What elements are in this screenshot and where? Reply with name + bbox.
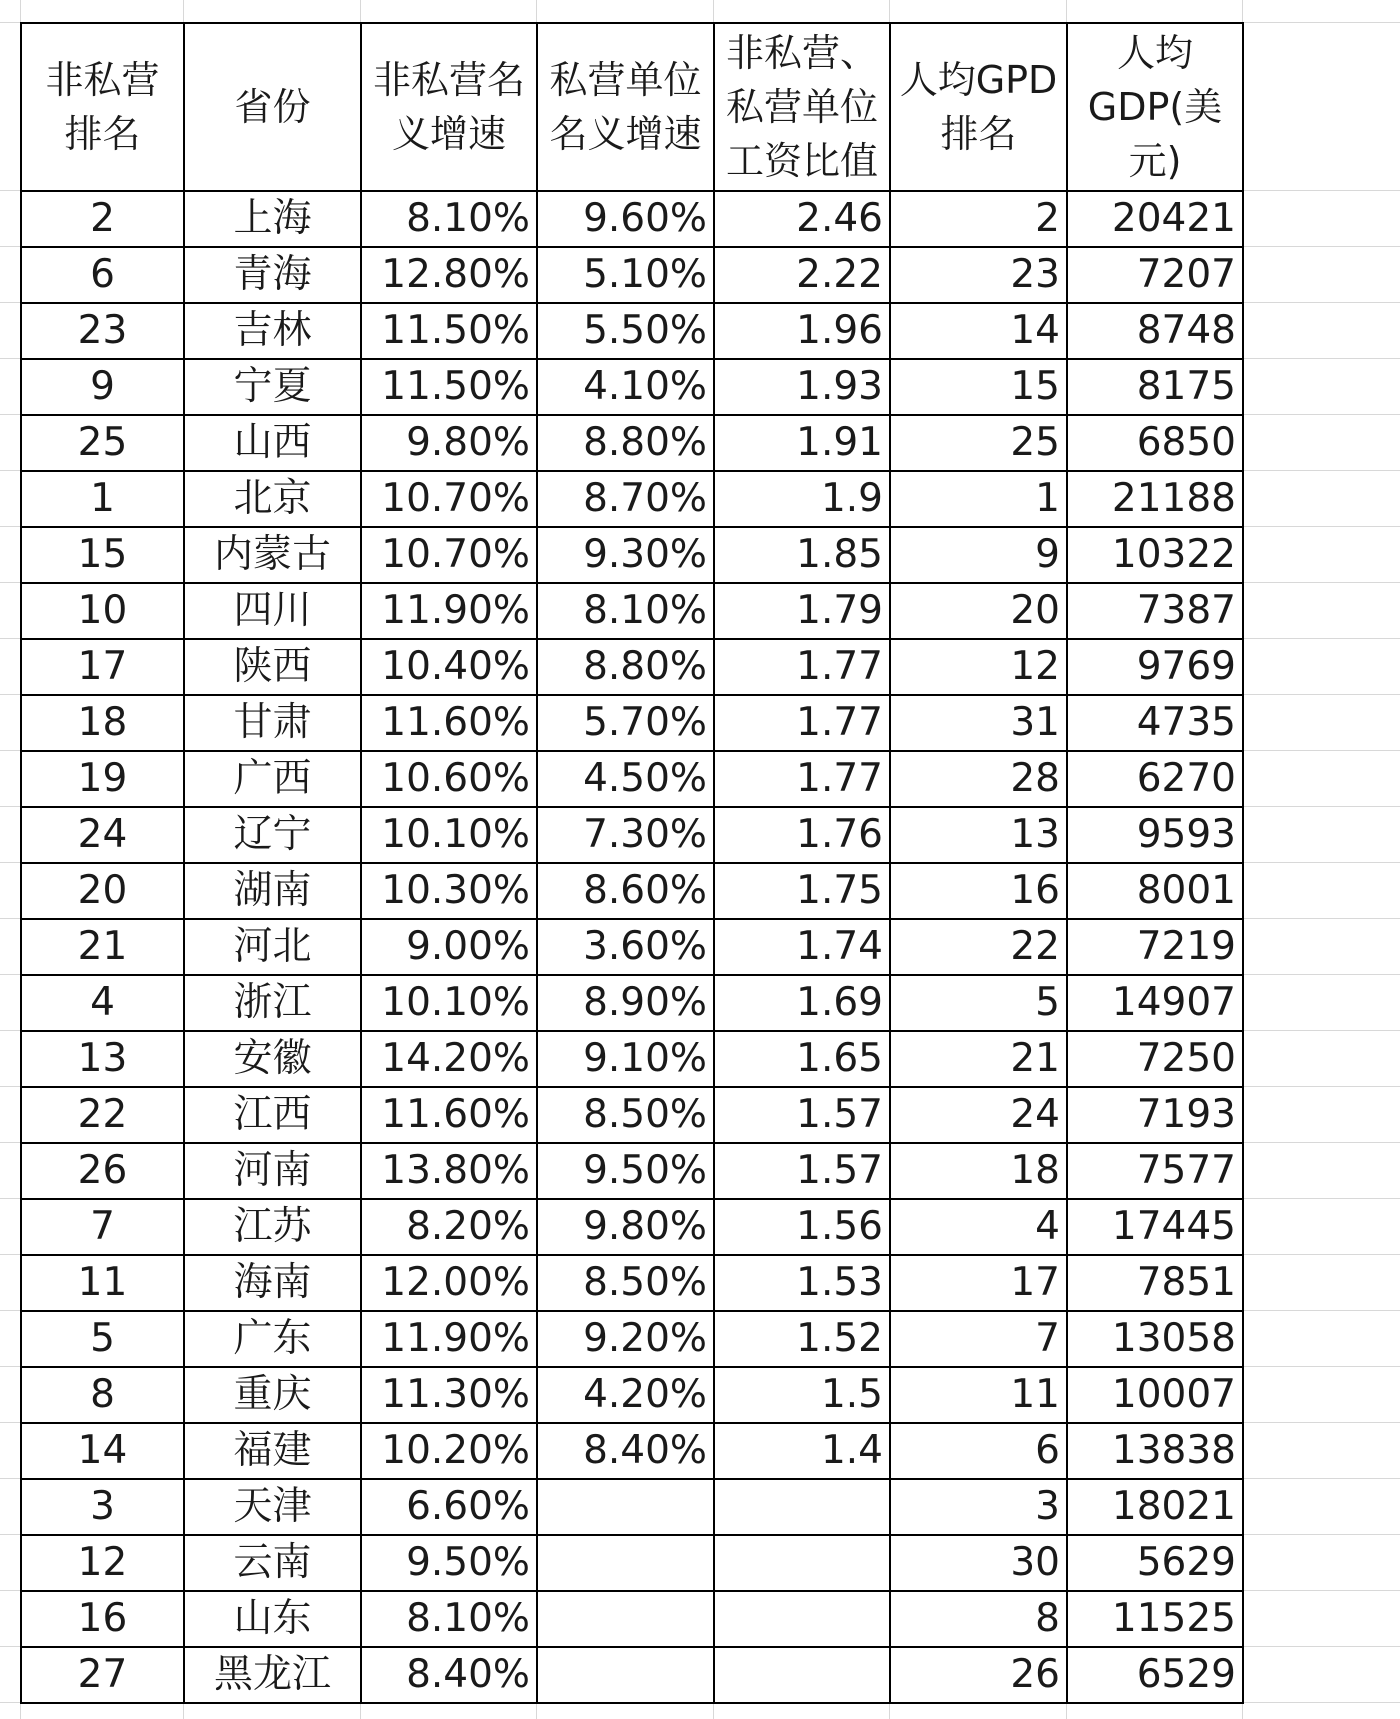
private-growth-cell[interactable]: 9.30% [537, 527, 714, 583]
table-row [21, 695, 1243, 751]
gdp-per-capita-cell[interactable]: 9769 [1067, 639, 1243, 695]
gdp-rank-cell[interactable]: 1 [890, 471, 1067, 527]
rank-nonprivate-cell[interactable]: 3 [21, 1479, 184, 1535]
table-row [21, 1255, 1243, 1311]
private-growth-cell[interactable]: 4.20% [537, 1367, 714, 1423]
rank-nonprivate-cell[interactable]: 19 [21, 751, 184, 807]
gdp-rank-cell[interactable]: 30 [890, 1535, 1067, 1591]
private-growth-cell[interactable]: 8.60% [537, 863, 714, 919]
gdp-rank-cell[interactable]: 25 [890, 415, 1067, 471]
table-row [21, 919, 1243, 975]
table-row [21, 303, 1243, 359]
gdp-per-capita-cell[interactable]: 17445 [1067, 1199, 1243, 1255]
gdp-per-capita-cell[interactable]: 6529 [1067, 1647, 1243, 1703]
province-cell[interactable]: 重庆 [184, 1367, 361, 1423]
gdp-per-capita-cell[interactable]: 13838 [1067, 1423, 1243, 1479]
nonprivate-growth-cell[interactable]: 10.60% [361, 751, 537, 807]
wage-ratio-cell[interactable]: 1.52 [714, 1311, 890, 1367]
rank-nonprivate-cell[interactable]: 16 [21, 1591, 184, 1647]
private-growth-cell[interactable]: 9.10% [537, 1031, 714, 1087]
province-cell[interactable]: 甘肃 [184, 695, 361, 751]
nonprivate-growth-cell[interactable]: 10.70% [361, 527, 537, 583]
table-row [21, 1535, 1243, 1591]
gdp-rank-cell[interactable]: 3 [890, 1479, 1067, 1535]
wage-ratio-cell[interactable]: 1.85 [714, 527, 890, 583]
rank-nonprivate-cell[interactable]: 11 [21, 1255, 184, 1311]
province-cell[interactable]: 内蒙古 [184, 527, 361, 583]
rank-nonprivate-cell[interactable]: 20 [21, 863, 184, 919]
nonprivate-growth-cell[interactable]: 9.00% [361, 919, 537, 975]
private-growth-cell[interactable]: 5.10% [537, 247, 714, 303]
nonprivate-growth-cell[interactable]: 9.80% [361, 415, 537, 471]
gdp-rank-cell[interactable]: 16 [890, 863, 1067, 919]
gdp-per-capita-cell[interactable]: 21188 [1067, 471, 1243, 527]
nonprivate-growth-cell[interactable]: 14.20% [361, 1031, 537, 1087]
gdp-per-capita-cell[interactable]: 7193 [1067, 1087, 1243, 1143]
nonprivate-growth-cell[interactable]: 11.60% [361, 1087, 537, 1143]
province-cell[interactable]: 江苏 [184, 1199, 361, 1255]
nonprivate-growth-cell[interactable]: 10.10% [361, 807, 537, 863]
rank-nonprivate-cell[interactable]: 25 [21, 415, 184, 471]
wage-ratio-cell[interactable]: 1.4 [714, 1423, 890, 1479]
header-cell[interactable]: 私营单位名义增速 [537, 23, 714, 191]
table-row [21, 247, 1243, 303]
private-growth-cell[interactable]: 9.80% [537, 1199, 714, 1255]
table-row [21, 191, 1243, 247]
gdp-per-capita-cell[interactable]: 7851 [1067, 1255, 1243, 1311]
gdp-per-capita-cell[interactable]: 8175 [1067, 359, 1243, 415]
table-row [21, 1591, 1243, 1647]
gdp-per-capita-cell[interactable]: 8001 [1067, 863, 1243, 919]
table-row [21, 1479, 1243, 1535]
wage-ratio-cell[interactable]: 1.56 [714, 1199, 890, 1255]
wage-ratio-cell[interactable]: 2.22 [714, 247, 890, 303]
table-row [21, 807, 1243, 863]
nonprivate-growth-cell[interactable]: 8.10% [361, 1591, 537, 1647]
nonprivate-growth-cell[interactable]: 12.80% [361, 247, 537, 303]
wage-ratio-cell[interactable]: 1.9 [714, 471, 890, 527]
gdp-per-capita-cell[interactable]: 4735 [1067, 695, 1243, 751]
province-cell[interactable]: 云南 [184, 1535, 361, 1591]
nonprivate-growth-cell[interactable]: 10.40% [361, 639, 537, 695]
rank-nonprivate-cell[interactable]: 22 [21, 1087, 184, 1143]
gdp-per-capita-cell[interactable]: 11525 [1067, 1591, 1243, 1647]
private-growth-cell[interactable]: 7.30% [537, 807, 714, 863]
gdp-per-capita-cell[interactable]: 7387 [1067, 583, 1243, 639]
gdp-per-capita-cell[interactable]: 5629 [1067, 1535, 1243, 1591]
province-cell[interactable]: 山东 [184, 1591, 361, 1647]
gdp-per-capita-cell[interactable]: 6850 [1067, 415, 1243, 471]
private-growth-cell[interactable] [537, 1591, 714, 1647]
private-growth-cell[interactable]: 5.50% [537, 303, 714, 359]
gdp-rank-cell[interactable]: 8 [890, 1591, 1067, 1647]
private-growth-cell[interactable] [537, 1647, 714, 1703]
gdp-rank-cell[interactable]: 2 [890, 191, 1067, 247]
gdp-rank-cell[interactable]: 28 [890, 751, 1067, 807]
province-cell[interactable]: 陕西 [184, 639, 361, 695]
header-row [21, 23, 1243, 191]
rank-nonprivate-cell[interactable]: 7 [21, 1199, 184, 1255]
province-cell[interactable]: 福建 [184, 1423, 361, 1479]
province-cell[interactable]: 天津 [184, 1479, 361, 1535]
private-growth-cell[interactable]: 9.60% [537, 191, 714, 247]
gdp-rank-cell[interactable]: 4 [890, 1199, 1067, 1255]
gdp-per-capita-cell[interactable]: 7207 [1067, 247, 1243, 303]
rank-nonprivate-cell[interactable]: 26 [21, 1143, 184, 1199]
gdp-per-capita-cell[interactable]: 7577 [1067, 1143, 1243, 1199]
wage-ratio-cell[interactable]: 1.91 [714, 415, 890, 471]
table-row [21, 863, 1243, 919]
rank-nonprivate-cell[interactable]: 23 [21, 303, 184, 359]
gdp-rank-cell[interactable]: 9 [890, 527, 1067, 583]
nonprivate-growth-cell[interactable]: 11.60% [361, 695, 537, 751]
wage-gdp-table [20, 22, 1244, 1704]
rank-nonprivate-cell[interactable]: 4 [21, 975, 184, 1031]
province-cell[interactable]: 辽宁 [184, 807, 361, 863]
gdp-rank-cell[interactable]: 18 [890, 1143, 1067, 1199]
table-row [21, 1087, 1243, 1143]
nonprivate-growth-cell[interactable]: 13.80% [361, 1143, 537, 1199]
private-growth-cell[interactable]: 8.80% [537, 415, 714, 471]
wage-ratio-cell[interactable] [714, 1479, 890, 1535]
rank-nonprivate-cell[interactable]: 12 [21, 1535, 184, 1591]
table-row [21, 415, 1243, 471]
gdp-per-capita-cell[interactable]: 20421 [1067, 191, 1243, 247]
private-growth-cell[interactable]: 8.50% [537, 1255, 714, 1311]
nonprivate-growth-cell[interactable]: 11.50% [361, 359, 537, 415]
rank-nonprivate-cell[interactable]: 17 [21, 639, 184, 695]
gdp-rank-cell[interactable]: 22 [890, 919, 1067, 975]
nonprivate-growth-cell[interactable]: 8.10% [361, 191, 537, 247]
province-cell[interactable]: 湖南 [184, 863, 361, 919]
wage-ratio-cell[interactable] [714, 1647, 890, 1703]
gdp-per-capita-cell[interactable]: 13058 [1067, 1311, 1243, 1367]
wage-ratio-cell[interactable]: 2.46 [714, 191, 890, 247]
private-growth-cell[interactable]: 9.20% [537, 1311, 714, 1367]
nonprivate-growth-cell[interactable]: 10.30% [361, 863, 537, 919]
nonprivate-growth-cell[interactable]: 11.50% [361, 303, 537, 359]
table-row [21, 639, 1243, 695]
gdp-per-capita-cell[interactable]: 10007 [1067, 1367, 1243, 1423]
nonprivate-growth-cell[interactable]: 6.60% [361, 1479, 537, 1535]
wage-ratio-cell[interactable]: 1.93 [714, 359, 890, 415]
private-growth-cell[interactable]: 9.50% [537, 1143, 714, 1199]
gdp-per-capita-cell[interactable]: 7250 [1067, 1031, 1243, 1087]
rank-nonprivate-cell[interactable]: 27 [21, 1647, 184, 1703]
rank-nonprivate-cell[interactable]: 18 [21, 695, 184, 751]
wage-ratio-cell[interactable]: 1.74 [714, 919, 890, 975]
private-growth-cell[interactable] [537, 1535, 714, 1591]
wage-ratio-cell[interactable]: 1.76 [714, 807, 890, 863]
province-cell[interactable]: 安徽 [184, 1031, 361, 1087]
private-growth-cell[interactable]: 4.50% [537, 751, 714, 807]
table-row [21, 1199, 1243, 1255]
gdp-rank-cell[interactable]: 5 [890, 975, 1067, 1031]
nonprivate-growth-cell[interactable]: 10.70% [361, 471, 537, 527]
wage-ratio-cell[interactable]: 1.65 [714, 1031, 890, 1087]
table-row [21, 1311, 1243, 1367]
gdp-per-capita-cell[interactable]: 9593 [1067, 807, 1243, 863]
gdp-rank-cell[interactable]: 11 [890, 1367, 1067, 1423]
rank-nonprivate-cell[interactable]: 6 [21, 247, 184, 303]
private-growth-cell[interactable]: 8.80% [537, 639, 714, 695]
wage-ratio-cell[interactable]: 1.96 [714, 303, 890, 359]
rank-nonprivate-cell[interactable]: 9 [21, 359, 184, 415]
rank-nonprivate-cell[interactable]: 1 [21, 471, 184, 527]
gdp-per-capita-cell[interactable]: 8748 [1067, 303, 1243, 359]
rank-nonprivate-cell[interactable]: 10 [21, 583, 184, 639]
wage-ratio-cell[interactable]: 1.53 [714, 1255, 890, 1311]
rank-nonprivate-cell[interactable]: 13 [21, 1031, 184, 1087]
gdp-per-capita-cell[interactable]: 14907 [1067, 975, 1243, 1031]
gdp-rank-cell[interactable]: 13 [890, 807, 1067, 863]
rank-nonprivate-cell[interactable]: 2 [21, 191, 184, 247]
private-growth-cell[interactable]: 8.90% [537, 975, 714, 1031]
wage-ratio-cell[interactable]: 1.69 [714, 975, 890, 1031]
gdp-per-capita-cell[interactable]: 6270 [1067, 751, 1243, 807]
private-growth-cell[interactable]: 8.10% [537, 583, 714, 639]
nonprivate-growth-cell[interactable]: 8.40% [361, 1647, 537, 1703]
table-row [21, 1647, 1243, 1703]
gdp-rank-cell[interactable]: 7 [890, 1311, 1067, 1367]
province-cell[interactable]: 河北 [184, 919, 361, 975]
nonprivate-growth-cell[interactable]: 11.90% [361, 583, 537, 639]
wage-ratio-cell[interactable]: 1.57 [714, 1143, 890, 1199]
province-cell[interactable]: 河南 [184, 1143, 361, 1199]
private-growth-cell[interactable]: 3.60% [537, 919, 714, 975]
table-row [21, 751, 1243, 807]
nonprivate-growth-cell[interactable]: 12.00% [361, 1255, 537, 1311]
table-row [21, 359, 1243, 415]
wage-ratio-cell[interactable] [714, 1535, 890, 1591]
wage-ratio-cell[interactable]: 1.79 [714, 583, 890, 639]
rank-nonprivate-cell[interactable]: 14 [21, 1423, 184, 1479]
table-row [21, 1143, 1243, 1199]
province-cell[interactable]: 江西 [184, 1087, 361, 1143]
nonprivate-growth-cell[interactable]: 9.50% [361, 1535, 537, 1591]
province-cell[interactable]: 宁夏 [184, 359, 361, 415]
gdp-per-capita-cell[interactable]: 7219 [1067, 919, 1243, 975]
table-row [21, 527, 1243, 583]
province-cell[interactable]: 青海 [184, 247, 361, 303]
table-row [21, 471, 1243, 527]
gdp-rank-cell[interactable]: 14 [890, 303, 1067, 359]
header-cell[interactable]: 人均GPD排名 [890, 23, 1067, 191]
wage-ratio-cell[interactable]: 1.77 [714, 639, 890, 695]
province-cell[interactable]: 海南 [184, 1255, 361, 1311]
nonprivate-growth-cell[interactable]: 11.90% [361, 1311, 537, 1367]
gdp-rank-cell[interactable]: 21 [890, 1031, 1067, 1087]
province-cell[interactable]: 山西 [184, 415, 361, 471]
header-cell[interactable]: 人均GDP(美元) [1067, 23, 1243, 191]
wage-ratio-cell[interactable]: 1.75 [714, 863, 890, 919]
gdp-rank-cell[interactable]: 23 [890, 247, 1067, 303]
gdp-per-capita-cell[interactable]: 18021 [1067, 1479, 1243, 1535]
private-growth-cell[interactable]: 4.10% [537, 359, 714, 415]
header-cell[interactable]: 非私营、私营单位工资比值 [714, 23, 890, 191]
rank-nonprivate-cell[interactable]: 5 [21, 1311, 184, 1367]
province-cell[interactable]: 上海 [184, 191, 361, 247]
private-growth-cell[interactable]: 8.70% [537, 471, 714, 527]
private-growth-cell[interactable]: 8.40% [537, 1423, 714, 1479]
nonprivate-growth-cell[interactable]: 11.30% [361, 1367, 537, 1423]
province-cell[interactable]: 吉林 [184, 303, 361, 359]
province-cell[interactable]: 广西 [184, 751, 361, 807]
table-row [21, 583, 1243, 639]
gdp-rank-cell[interactable]: 6 [890, 1423, 1067, 1479]
nonprivate-growth-cell[interactable]: 10.10% [361, 975, 537, 1031]
wage-ratio-cell[interactable]: 1.5 [714, 1367, 890, 1423]
gdp-rank-cell[interactable]: 20 [890, 583, 1067, 639]
wage-ratio-cell[interactable]: 1.77 [714, 695, 890, 751]
gdp-rank-cell[interactable]: 24 [890, 1087, 1067, 1143]
province-cell[interactable]: 四川 [184, 583, 361, 639]
table-row [21, 975, 1243, 1031]
province-cell[interactable]: 北京 [184, 471, 361, 527]
gdp-rank-cell[interactable]: 31 [890, 695, 1067, 751]
nonprivate-growth-cell[interactable]: 8.20% [361, 1199, 537, 1255]
rank-nonprivate-cell[interactable]: 21 [21, 919, 184, 975]
nonprivate-growth-cell[interactable]: 10.20% [361, 1423, 537, 1479]
province-cell[interactable]: 浙江 [184, 975, 361, 1031]
gdp-per-capita-cell[interactable]: 10322 [1067, 527, 1243, 583]
private-growth-cell[interactable] [537, 1479, 714, 1535]
gdp-rank-cell[interactable]: 26 [890, 1647, 1067, 1703]
table-row [21, 1423, 1243, 1479]
header-cell[interactable]: 非私营排名 [21, 23, 184, 191]
wage-ratio-cell[interactable]: 1.57 [714, 1087, 890, 1143]
rank-nonprivate-cell[interactable]: 24 [21, 807, 184, 863]
rank-nonprivate-cell[interactable]: 15 [21, 527, 184, 583]
gdp-rank-cell[interactable]: 17 [890, 1255, 1067, 1311]
gdp-rank-cell[interactable]: 15 [890, 359, 1067, 415]
table-row [21, 1031, 1243, 1087]
table-row [21, 1367, 1243, 1423]
header-cell[interactable]: 省份 [184, 23, 361, 191]
gdp-rank-cell[interactable]: 12 [890, 639, 1067, 695]
private-growth-cell[interactable]: 5.70% [537, 695, 714, 751]
province-cell[interactable]: 黑龙江 [184, 1647, 361, 1703]
province-cell[interactable]: 广东 [184, 1311, 361, 1367]
rank-nonprivate-cell[interactable]: 8 [21, 1367, 184, 1423]
private-growth-cell[interactable]: 8.50% [537, 1087, 714, 1143]
wage-ratio-cell[interactable]: 1.77 [714, 751, 890, 807]
header-cell[interactable]: 非私营名义增速 [361, 23, 537, 191]
wage-ratio-cell[interactable] [714, 1591, 890, 1647]
